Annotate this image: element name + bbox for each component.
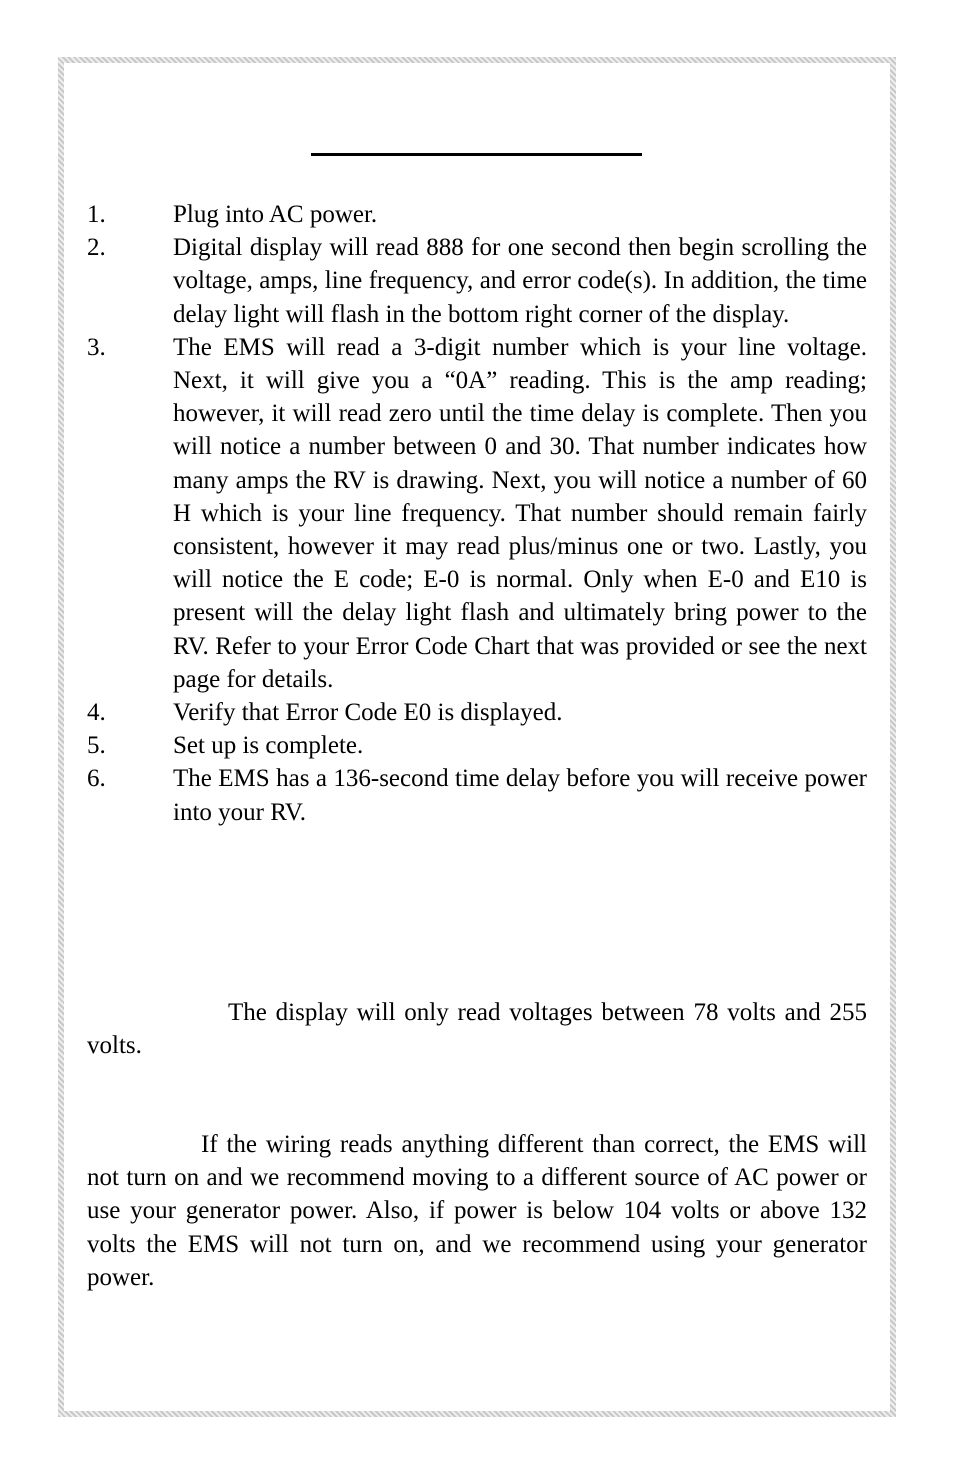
step-text: The EMS will read a 3-digit number which is your line voltage. Next, it will give you a “0A” reading. This is the amp reading; however, it will read zero until the time delay is complete. Then you will notice a number between 0 and 30. That number indicates how many amps the RV is drawing. Next, you will notice a number of 60 H which is your line frequency. That number should remain fairly consistent, however it may read plus/minus one or two. Lastly, you will notice the E code; E-0 is normal. Only when E-0 and E10 is present will the delay light flash and ultimately bring power to the RV. Refer to your Error Code Chart that was provided or see the next page for details.: [173, 333, 867, 693]
step-number: 6.: [87, 765, 106, 793]
setup-step-2: [87, 231, 867, 331]
title-underline: [311, 153, 642, 156]
setup-step-6: [87, 762, 867, 828]
voltage-range-note: The display will only read voltages between 78 volts and 255 volts.: [87, 999, 867, 1060]
setup-step-3: [87, 331, 867, 696]
step-text: Digital display will read 888 for one second then begin scrolling the voltage, amps, line frequency, and error code(s). In addition, the time delay light will flash in the bottom right corner of the display.: [173, 234, 867, 328]
setup-step-5: [87, 729, 867, 762]
setup-steps-list: [87, 198, 867, 829]
step-text: The EMS has a 136-second time delay before you will receive power into your RV.: [173, 765, 867, 826]
step-number: 1.: [87, 201, 106, 228]
step-number: 5.: [87, 732, 106, 760]
step-number: 2.: [87, 234, 106, 262]
step-number: 3.: [87, 333, 106, 361]
step-text: Verify that Error Code E0 is displayed.: [173, 699, 563, 727]
setup-step-4: [87, 696, 867, 729]
setup-step-1: [87, 198, 867, 231]
step-text: Plug into AC power.: [173, 201, 378, 228]
step-number: 4.: [87, 699, 106, 727]
step-text: Set up is complete.: [173, 732, 364, 760]
wiring-warning-note: If the wiring reads anything different than correct, the EMS will not turn on and we recommend moving to a different source of AC power or use your generator power. Also, if power is below 104 volts or above 132 volts the EMS will not turn on, and we recommend using your generator power.: [87, 1131, 867, 1291]
